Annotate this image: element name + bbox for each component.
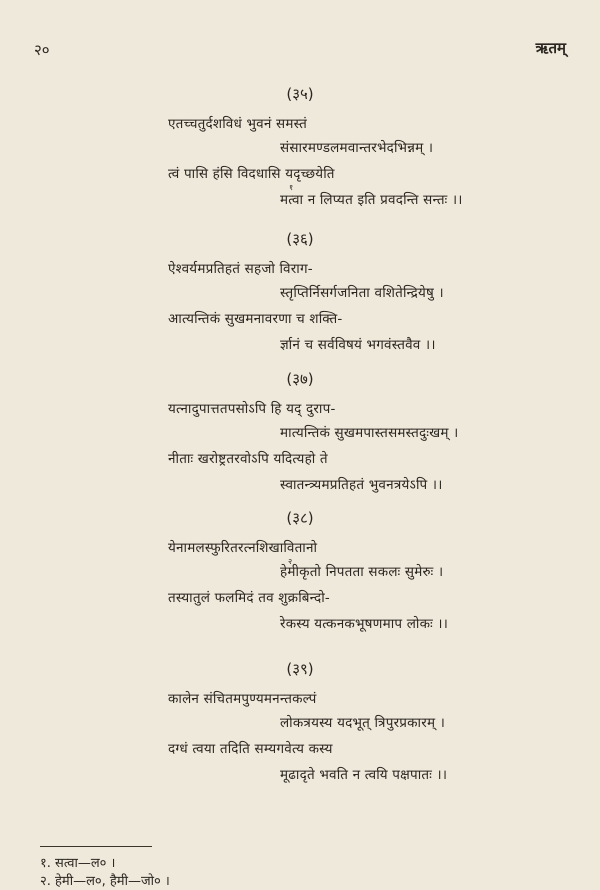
verse-number: (३८) [286, 509, 314, 527]
verse-line: त्वं पासि हंसि विदधासि यदृच्छयेति [168, 166, 335, 182]
verse-line: यत्नादुपात्ततपसोऽपि हि यद् दुराप- [168, 401, 336, 417]
verse-line: ऐश्वर्यमप्रतिहतं सहजो विराग- [168, 261, 313, 277]
verse-number: (३५) [286, 85, 314, 103]
verse-number: (३६) [286, 230, 314, 248]
verse-line: कालेन संचितमपुण्यमनन्तकल्पं [168, 691, 317, 707]
verse-line: र्ज्ञानं च सर्वविषयं भगवंस्तवैव ।। [280, 337, 436, 353]
verse-line: एतच्चतुर्दशविधं भुवनं समस्तं [168, 116, 307, 132]
footnote-2: २. हेमी—ल०, हैमी—जो० । [40, 874, 170, 889]
verse-line: दग्धं त्वया तदिति सम्यगवेत्य कस्य [168, 741, 333, 757]
verse-line: मात्यन्तिकं सुखमपास्तसमस्तदुःखम् । [280, 425, 459, 441]
footnote-marker: १ [289, 183, 294, 192]
verse-number: (३९) [286, 660, 314, 678]
verse-number: (३७) [286, 370, 314, 388]
verse-line: हेमीकृतो निपतता सकलः सुमेरुः । [280, 564, 444, 580]
footnote-rule [40, 846, 152, 847]
verse-line: नीताः खरोष्ट्रतरवोऽपि यदित्यहो ते [168, 451, 328, 467]
verse-line: स्वातन्त्र्यमप्रतिहतं भुवनत्रयेऽपि ।। [280, 477, 443, 493]
footnote-1: १. सत्वा—ल० । [40, 856, 116, 871]
verse-line: संसारमण्डलमवान्तरभेदभिन्नम् । [280, 140, 434, 156]
verse-line: तस्यातुलं फलमिदं तव शुक्रबिन्दो- [168, 590, 330, 606]
footnote-marker: २ [288, 557, 293, 566]
verse-line: स्तृप्तिर्निसर्गजनिता वशितेन्द्रियेषु । [280, 285, 444, 301]
verse-line: रेकस्य यत्कनकभूषणमाप लोकः ।। [280, 616, 449, 632]
page-number: २० [34, 41, 50, 59]
verse-line: लोकत्रयस्य यदभूत् त्रिपुरप्रकारम् । [280, 715, 446, 731]
verse-line: येनामलस्फुरितरत्नशिखावितानो [168, 540, 318, 556]
verse-line: मत्वा न लिप्यत इति प्रवदन्ति सन्तः ।। [280, 192, 463, 208]
verse-line: मूढादृते भवति न त्वयि पक्षपातः ।। [280, 767, 448, 783]
running-head: ऋतम् [535, 39, 566, 57]
verse-line: आत्यन्तिकं सुखमनावरणा च शक्ति- [168, 311, 343, 327]
